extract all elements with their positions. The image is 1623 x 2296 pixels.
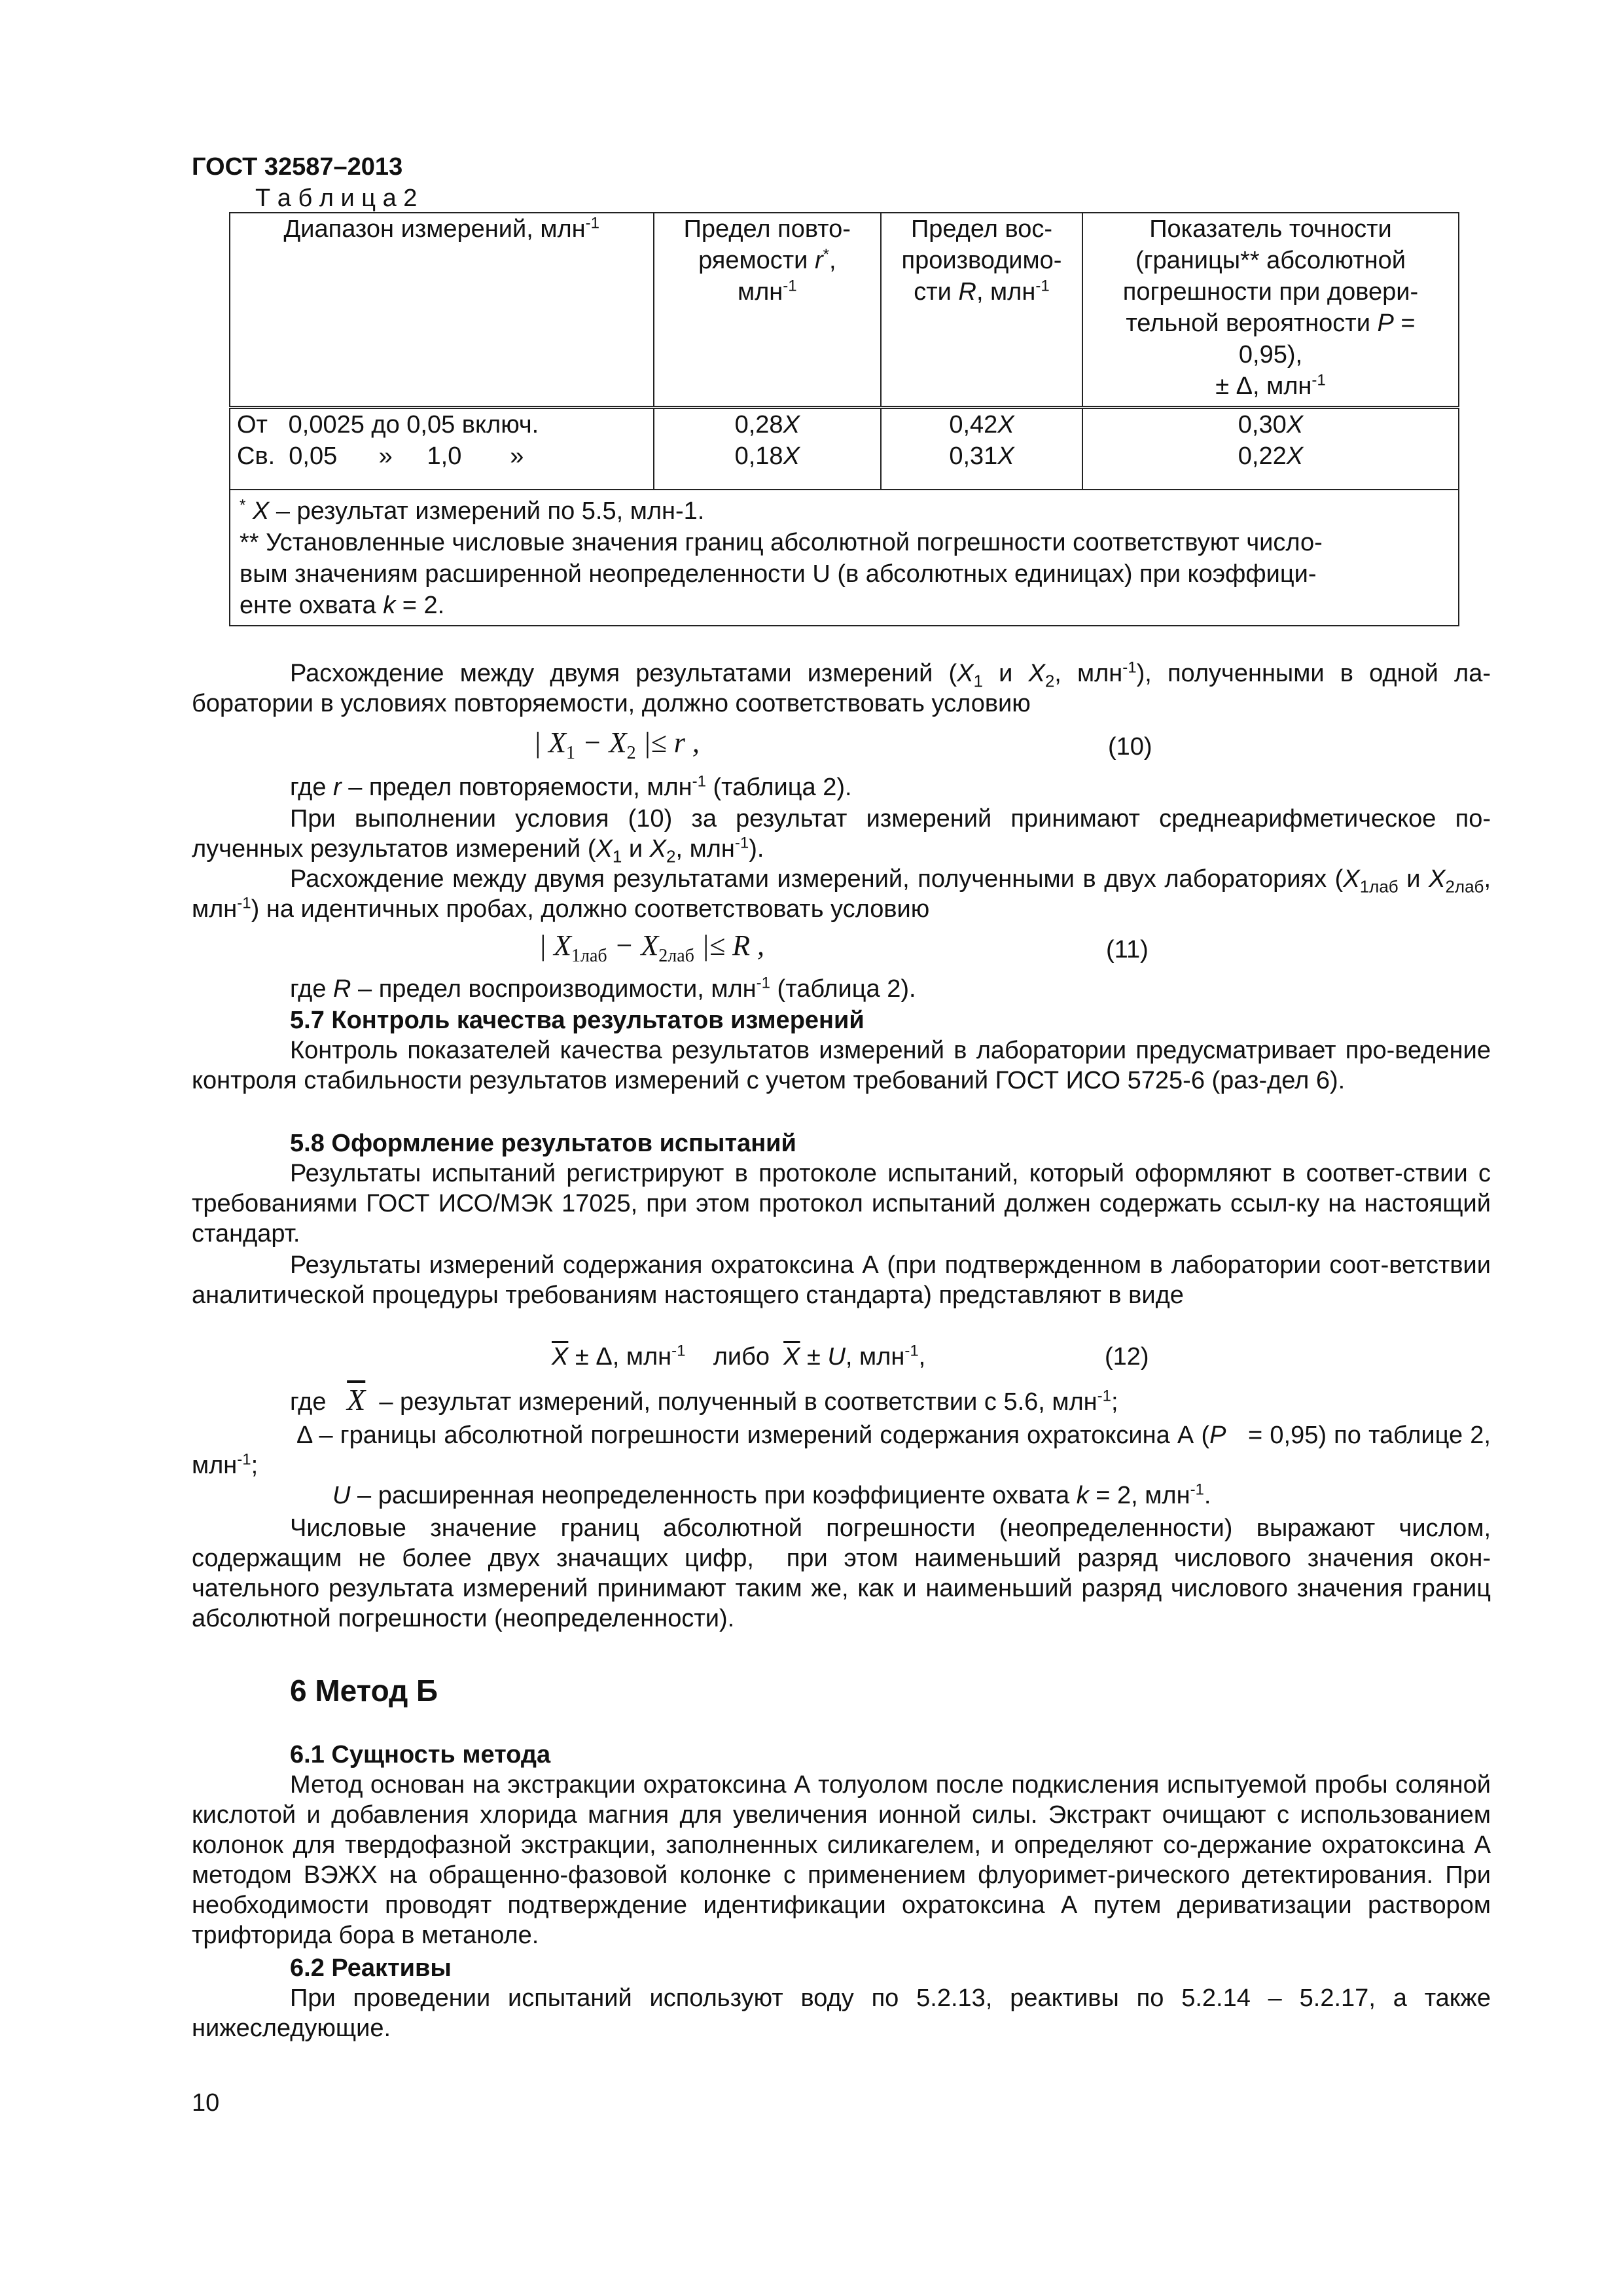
section-5-7-title: 5.7 Контроль качества результатов измерений (290, 1007, 865, 1034)
paragraph-repeatability: Расхождение между двумя результатами измерений ($X_1$ и $X_2$, млн$^{-1}$), полученными в одной ла-боратории в условиях повторяемости, должно соответствовать условию (192, 658, 1491, 717)
equation-number-12: (12) (1105, 1343, 1149, 1371)
paragraph-5-7: Контроль показателей качества результатов измерений в лаборатории предусматривает про-ведение контроля стабильности результатов измерений с учетом требований ГОСТ ИСО 5725-6 (раз-дел 6). (192, 1037, 1491, 1094)
header-repeatability: Предел повто- ряемости r*, млн$^{-1}$ (654, 213, 882, 408)
table-row (230, 408, 1459, 441)
page-number: 10 (192, 2089, 220, 2117)
footnote-cell (230, 490, 1459, 626)
header-range: Диапазон измерений, млн$^{-1}$ (230, 213, 654, 408)
cell-R: 0,42X (881, 408, 1082, 441)
equation-number-11: (11) (1106, 936, 1149, 963)
footnote-1: * X – результат измерений по 5.5, млн-1. (240, 496, 705, 525)
cell-range: Св. 0,05 » 1,0 » (230, 440, 654, 490)
where-r: где r – предел повторяемости, млн$^{-1}$ (таблица 2). (290, 772, 852, 801)
paragraph-6-2: При проведении испытаний используют воду по 5.2.13, реактивы по 5.2.14 – 5.2.17, а также нижеследующие. (192, 1984, 1491, 2042)
cell-range: От 0,0025 до 0,05 включ. (230, 408, 654, 441)
header-reproducibility: Предел вос- производимо- сти R, млн$^{-1}$ (881, 213, 1082, 408)
cell-r: 0,18X (654, 440, 882, 490)
table-caption: Т а б л и ц а 2 (255, 185, 418, 212)
cell-accuracy: 0,30X (1082, 408, 1459, 441)
table-header-row (230, 213, 1459, 408)
formula-11: | $X_{1лаб} - X_{2лаб}$ |≤ R , (539, 929, 764, 966)
footnote-2: ** Установленные числовые значения границ абсолютной погрешности соответствуют число- вым значениям расширенной неопределенности U (в абсолютных единицах) при коэффици- енте охвата k = 2. (240, 529, 1323, 619)
section-6-1-title: 6.1 Сущность метода (290, 1741, 551, 1768)
paragraph-numeric-values: Числовые значение границ абсолютной погрешности (неопределенности) выражают числом, содержащим не более двух значащих цифр, при этом наименьший разряд числового значения окон-чательного результата измерений принимают таким же, как и наименьший разряд числового значения границ абсолютной погрешности (неопределенности). (192, 1515, 1491, 1632)
where-xbar: где $\overline{X}$ – результат измерений, полученный в соответствии с 5.6, млн$^{-1}$; (290, 1383, 1118, 1416)
where-delta: Δ – границы абсолютной погрешности измерений содержания охратоксина А (P = 0,95) по таблице 2, млн$^{-1}$; (192, 1422, 1491, 1479)
formula-10: | $X_1 - X_2$ |≤ r , (533, 726, 700, 763)
formula-12: $\overline{X} \pm \Delta$, млн$^{-1}$ либо $\overline{X} \pm U$, млн$^{-1}$, (552, 1342, 926, 1371)
cell-r: 0,28X (654, 408, 882, 441)
paragraph-5-8-b: Результаты измерений содержания охратоксина А (при подтвержденном в лаборатории соот-ветствии аналитической процедуры требованиям настоящего стандарта) представляют в виде (192, 1251, 1491, 1309)
table-footnotes (230, 490, 1459, 626)
document-code: ГОСТ 32587–2013 (192, 153, 403, 181)
section-5-8-title: 5.8 Оформление результатов испытаний (290, 1130, 796, 1157)
table-row (230, 440, 1459, 490)
paragraph-5-8-a: Результаты испытаний регистрируют в протоколе испытаний, который оформляют в соответ-ствии с требованиями ГОСТ ИСО/МЭК 17025, при этом протокол испытаний должен содержать ссыл-ку на настоящий стандарт. (192, 1160, 1491, 1247)
section-6-title: 6 Метод Б (290, 1674, 438, 1708)
cell-R: 0,31X (881, 440, 1082, 490)
paragraph-6-1: Метод основан на экстракции охратоксина А толуолом после подкисления испытуемой пробы соляной кислотой и добавления хлорида магния для увеличения ионной силы. Экстракт очищают с использованием колонок для твердофазной экстракции, заполненных силикагелем, и определяют со-держание охратоксина А методом ВЭЖХ на обращенно-фазовой колонке с применением флуоримет-рического детектирования. При необходимости проводят подтверждение идентификации охратоксина А путем дериватизации раствором трифторида бора в метаноле. (192, 1771, 1491, 1949)
equation-number-10: (10) (1108, 733, 1152, 761)
cell-accuracy: 0,22X (1082, 440, 1459, 490)
where-U: U – расширенная неопределенность при коэффициенте охвата k = 2, млн$^{-1}$. (332, 1480, 1211, 1509)
section-6-2-title: 6.2 Реактивы (290, 1954, 452, 1982)
header-accuracy: Показатель точности (границы** абсолютной погрешности при довери- тельной вероятности P = 0,95), ± Δ, млн$^{-1}$ (1082, 213, 1459, 408)
paragraph-reproducibility: Расхождение между двумя результатами измерений, полученными в двух лабораториях ($X_{1лаб}$ и $X_{2лаб}$, млн$^{-1}$) на идентичных пробах, должно соответствовать условию (192, 865, 1491, 923)
where-R: где R – предел воспроизводимости, млн$^{-1}$ (таблица 2). (290, 974, 916, 1003)
table-2 (229, 212, 1459, 626)
paragraph-condition-10: При выполнении условия (10) за результат измерений принимают среднеарифметическое по-лученных результатов измерений ($X_1$ и $X_2$, млн$^{-1}$). (192, 805, 1491, 867)
